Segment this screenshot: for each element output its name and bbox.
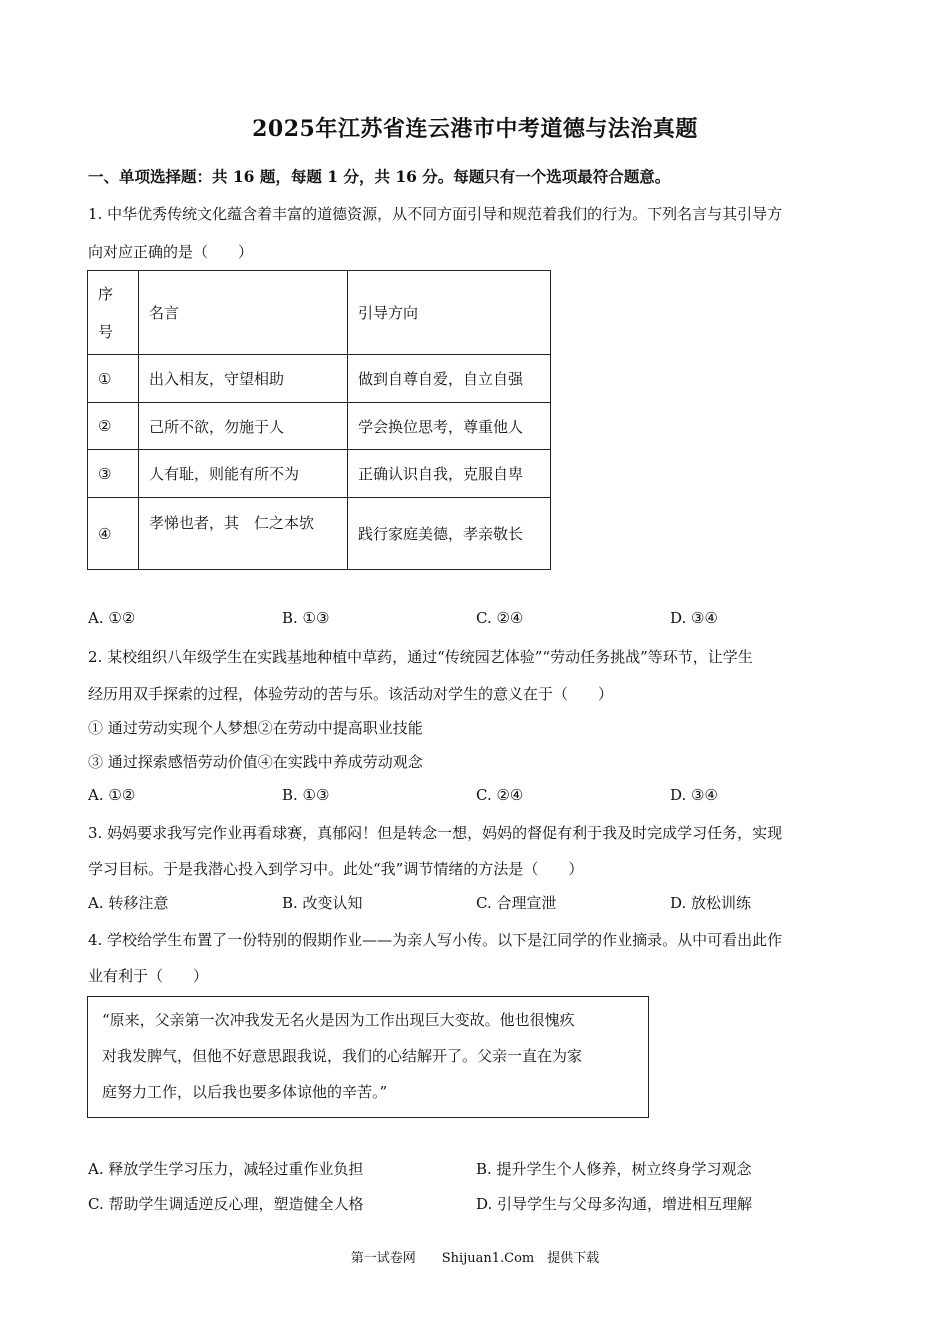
q3-options xyxy=(88,892,868,914)
q3-stem-line2: 学习目标。于是我潜心投入到学习中。此处“我”调节情绪的方法是（ ） xyxy=(88,860,584,878)
section-heading: 一、单项选择题：共 16 题，每题 1 分，共 16 分。每题只有一个选项最符合题意。 xyxy=(88,167,671,186)
excerpt-line: 庭努力工作，以后我也要多体谅他的辛苦。” xyxy=(102,1083,388,1101)
q4-option-b[interactable]: B. 提升学生个人修养，树立终身学习观念 xyxy=(476,1160,752,1178)
table-row xyxy=(88,403,551,450)
q2-stem-line2: 经历用双手探索的过程，体验劳动的苦与乐。该活动对学生的意义在于（ ） xyxy=(88,685,614,703)
row-direction: 学会换位思考，尊重他人 xyxy=(348,403,551,450)
q4-stem-line1: 4. 学校给学生布置了一份特别的假期作业——为亲人写小传。以下是江同学的作业摘录。从中可看出此作 xyxy=(88,931,783,949)
header-number-char2: 号 xyxy=(98,322,114,341)
q4-option-d[interactable]: D. 引导学生与父母多沟通，增进相互理解 xyxy=(476,1195,753,1213)
row-quote: 人有耻，则能有所不为 xyxy=(139,450,348,498)
row-number: ④ xyxy=(88,498,139,570)
q3-stem-line1: 3. 妈妈要求我写完作业再看球赛，真郁闷！但是转念一想，妈妈的督促有利于我及时完成学习任务，实现 xyxy=(88,824,783,842)
table-row xyxy=(88,498,551,570)
q3-option-b[interactable]: B. 改变认知 xyxy=(282,894,363,912)
table-header-row xyxy=(88,271,551,355)
table-row xyxy=(88,450,551,498)
q4-option-c[interactable]: C. 帮助学生调适逆反心理，塑造健全人格 xyxy=(88,1195,364,1213)
q1-stem-line1: 1. 中华优秀传统文化蕴含着丰富的道德资源，从不同方面引导和规范着我们的行为。下列名言与其引导方 xyxy=(88,205,783,223)
header-number-cell xyxy=(88,271,139,355)
row-quote: 孝悌也者，其 仁之本欤 xyxy=(139,498,348,570)
row-number: ① xyxy=(88,355,139,403)
row-direction: 正确认识自我，克服自卑 xyxy=(348,450,551,498)
q2-stem-line1: 2. 某校组织八年级学生在实践基地种植中草药，通过“传统园艺体验”“劳动任务挑战”等环节，让学生 xyxy=(88,648,753,666)
page-footer: 第一试卷网 Shijuan1.Com 提供下载 xyxy=(350,1251,600,1266)
q3-option-d[interactable]: D. 放松训练 xyxy=(670,894,752,912)
row-number: ③ xyxy=(88,450,139,498)
excerpt-line: “原来，父亲第一次冲我发无名火是因为工作出现巨大变故。他也很愧疚 xyxy=(102,1011,575,1029)
q4-option-a[interactable]: A. 释放学生学习压力，减轻过重作业负担 xyxy=(88,1160,364,1178)
table-row xyxy=(88,355,551,403)
q1-option-c[interactable]: C. ②④ xyxy=(476,609,524,627)
q2-option-b[interactable]: B. ①③ xyxy=(282,786,330,804)
q2-option-d[interactable]: D. ③④ xyxy=(670,786,718,804)
q1-stem-line2: 向对应正确的是（ ） xyxy=(88,243,254,261)
q1-option-b[interactable]: B. ①③ xyxy=(282,609,330,627)
q1-quote-table xyxy=(87,270,551,570)
q4-options-row2 xyxy=(88,1193,868,1215)
q4-options-row1 xyxy=(88,1158,868,1180)
row-direction: 践行家庭美德，孝亲敬长 xyxy=(348,498,551,570)
header-direction-cell: 引导方向 xyxy=(348,271,551,355)
row-quote: 己所不欲，勿施于人 xyxy=(139,403,348,450)
q4-stem-line2: 业有利于（ ） xyxy=(88,967,209,985)
row-number: ② xyxy=(88,403,139,450)
q1-option-d[interactable]: D. ③④ xyxy=(670,609,718,627)
q2-statement-2: ③ 通过探索感悟劳动价值④在实践中养成劳动观念 xyxy=(88,753,423,771)
page-title: 2025年江苏省连云港市中考道德与法治真题 xyxy=(252,116,698,142)
row-direction: 做到自尊自爱，自立自强 xyxy=(348,355,551,403)
q1-option-a[interactable]: A. ①② xyxy=(88,609,136,627)
q1-options xyxy=(88,609,868,631)
q3-option-c[interactable]: C. 合理宣泄 xyxy=(476,894,557,912)
q2-option-c[interactable]: C. ②④ xyxy=(476,786,524,804)
q4-excerpt-box xyxy=(87,996,649,1118)
q2-statement-1: ① 通过劳动实现个人梦想②在劳动中提高职业技能 xyxy=(88,719,423,737)
q2-options xyxy=(88,786,868,808)
row-quote: 出入相友，守望相助 xyxy=(139,355,348,403)
header-number-char1: 序 xyxy=(98,284,114,303)
header-quote-cell: 名言 xyxy=(139,271,348,355)
q3-option-a[interactable]: A. 转移注意 xyxy=(88,894,169,912)
q2-option-a[interactable]: A. ①② xyxy=(88,786,136,804)
excerpt-line: 对我发脾气，但他不好意思跟我说，我们的心结解开了。父亲一直在为家 xyxy=(102,1047,583,1065)
